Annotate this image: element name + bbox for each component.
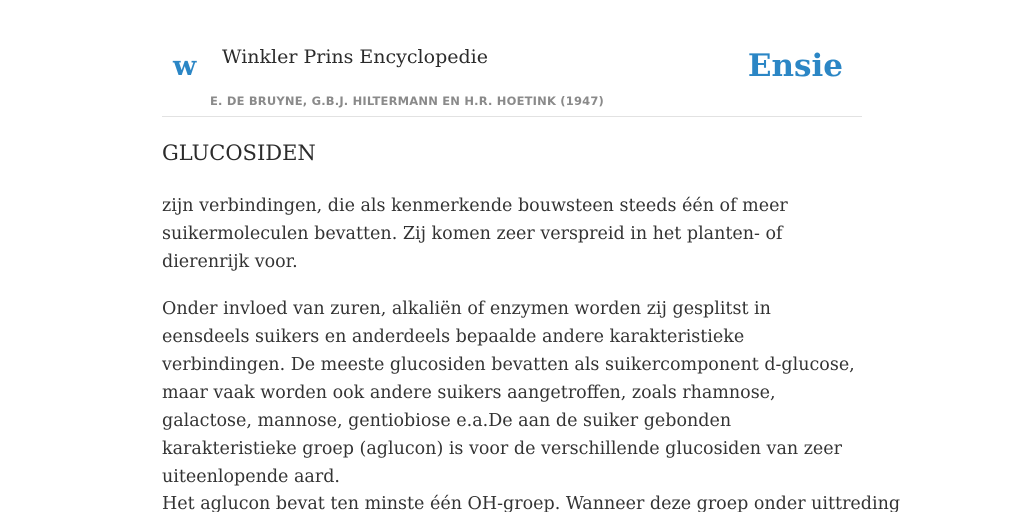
article-paragraph: zijn verbindingen, die als kenmerkende bouwsteen steeds één of meer suikermoleculen bevatten. Zij komen zeer verspreid in het planten- of dierenrijk voor. — [162, 196, 788, 272]
publication-logo-icon[interactable]: w — [173, 51, 197, 82]
publication-title[interactable]: Winkler Prins Encyclopedie — [222, 46, 488, 68]
article-paragraph: Het aglucon bevat ten minste één OH-groep. Wanneer deze groep onder uittreding — [162, 494, 901, 512]
page — [162, 0, 901, 512]
authors-line: E. DE BRUYNE, G.B.J. HILTERMANN EN H.R. HOETINK (1947) — [210, 94, 605, 108]
ensie-logo[interactable]: Ensie — [747, 48, 843, 84]
header — [162, 0, 862, 117]
article-paragraph: Onder invloed van zuren, alkaliën of enzymen worden zij gesplitst in eensdeels suikers en anderdeels bepaalde andere karakteristieke verbindingen. De meeste glucosiden bevatten als suikercomponent d-glucose, maar vaak worden ook andere suikers aangetroffen, zoals rhamnose, galactose, mannose, gentiobiose e.a.De aan de suiker gebonden karakteristieke groep (aglucon) is voor de verschillende glucosiden van zeer uiteenlopende aard. — [162, 299, 855, 487]
article-title: GLUCOSIDEN — [162, 141, 316, 165]
